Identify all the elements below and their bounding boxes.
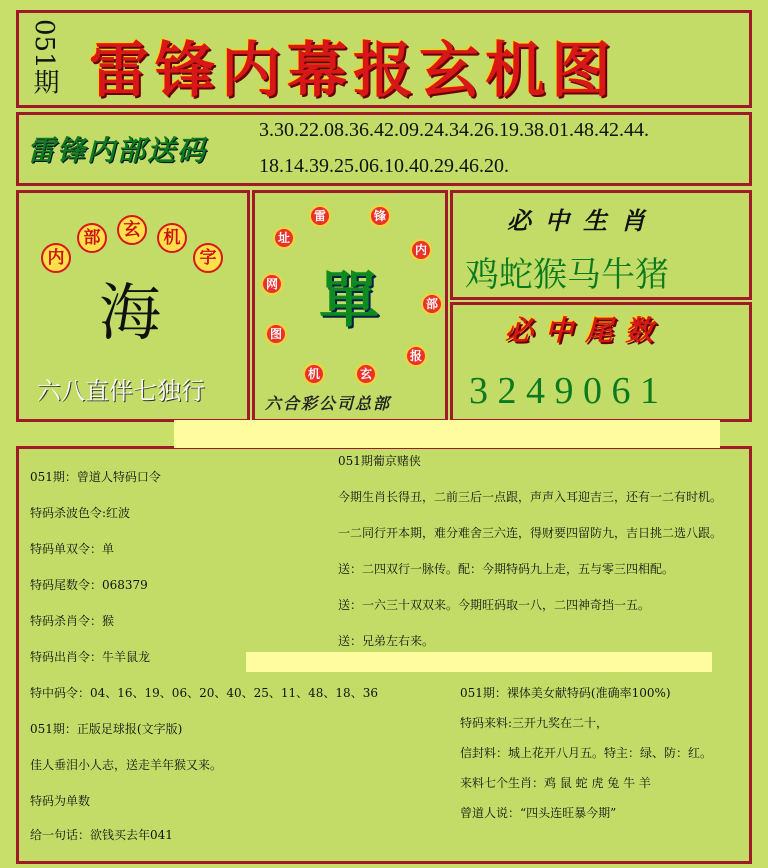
left-item: 佳人垂泪小人志，送走羊年猴又来。	[30, 758, 223, 772]
wheel-panel	[252, 190, 448, 422]
wheel-char: 雷	[313, 209, 326, 223]
right-item: 一二同行开本期，难分难舍三六连，得财要四留防九，吉日挑二选八跟。	[338, 526, 723, 540]
right-item: 送：二四双行一脉传。配：今期特码九上走，五与零三四相配。	[338, 562, 675, 576]
bottom-right-item: 信封料：城上花开八月五。特主：绿、防：红。	[460, 746, 713, 760]
wheel-dot	[355, 363, 377, 385]
wheel-char: 报	[409, 349, 422, 363]
zodiac-label: 必中生肖	[507, 206, 659, 235]
riddle-char: 海	[99, 276, 162, 349]
wheel-char: 内	[414, 243, 427, 257]
wheel-char: 机	[307, 367, 320, 381]
wheel-center-char: 單	[319, 266, 379, 336]
issue-label: 051期	[29, 19, 59, 95]
wheel-dot	[265, 323, 287, 345]
wheel-dot	[405, 345, 427, 367]
riddle-label-char-5: 字	[193, 243, 223, 273]
left-item: 特码杀肖令：猴	[30, 614, 115, 628]
inside-code-label: 雷锋内部送码	[27, 134, 208, 167]
right-item: 051期葡京赌侠	[338, 454, 421, 468]
riddle-panel	[16, 190, 250, 422]
wheel-dot	[421, 293, 443, 315]
wheel-dot	[369, 205, 391, 227]
inside-code-line-2: 18.14.39.25.06.10.40.29.46.20.	[259, 155, 509, 177]
page-title: 雷锋内幕报玄机图	[89, 36, 617, 106]
inside-code-panel	[16, 112, 752, 186]
wheel-char: 锋	[373, 209, 386, 223]
left-item: 特码为单数	[30, 794, 91, 808]
left-item: 特码杀波色令:红波	[30, 506, 131, 520]
wheel-dot	[303, 363, 325, 385]
wheel-footer: 六合彩公司总部	[265, 394, 392, 413]
wheel-char: 部	[425, 297, 438, 311]
wheel-dot	[261, 273, 283, 295]
wheel-dot	[410, 239, 432, 261]
left-item: 给一句话：欲钱买去年041	[30, 828, 173, 842]
wheel-dot	[273, 227, 295, 249]
bottom-right-item: 特码来料:三开九奖在二十，	[460, 716, 609, 730]
left-item: 特中码令：04、16、19、06、20、40、25、11、48、18、36	[30, 686, 378, 700]
tail-label: 必中尾数	[505, 314, 666, 347]
riddle-label-char-1: 内	[41, 243, 71, 273]
wheel-char: 玄	[359, 367, 372, 381]
left-item: 特码尾数令：068379	[30, 578, 148, 592]
wheel-char: 网	[265, 277, 278, 291]
left-item: 特码出肖令：牛羊鼠龙	[30, 650, 151, 664]
bottom-right-item: 051期：裸体美女献特码(准确率100%)	[460, 686, 671, 700]
left-item: 051期：正版足球报(文字版)	[30, 722, 183, 736]
zodiac-value: 鸡蛇猴马牛猪	[465, 255, 669, 295]
riddle-line: 六八直伴七独行	[37, 377, 205, 405]
divider-bar-middle	[246, 652, 712, 672]
right-item: 送：一六三十双双来。今期旺码取一八，二四神奇挡一五。	[338, 598, 651, 612]
inside-code-line-1: 3.30.22.08.36.42.09.24.34.26.19.38.01.48.42.44.	[259, 119, 649, 141]
bottom-right-item: 曾道人说：“四头连旺暴今期”	[460, 806, 617, 820]
right-item: 今期生肖长得丑，二前三后一点跟，声声入耳迎吉三，还有一二有时机。	[338, 490, 723, 504]
header-panel	[16, 10, 752, 108]
wheel-char: 址	[277, 231, 290, 245]
riddle-label-char-2: 部	[77, 223, 107, 253]
bottom-right-item: 来料七个生肖：鸡 鼠 蛇 虎 兔 牛 羊	[460, 776, 651, 790]
divider-bar-top	[174, 420, 720, 448]
wheel-char: 图	[269, 327, 282, 341]
wheel-dot	[309, 205, 331, 227]
left-item: 051期：曾道人特码口令	[30, 470, 161, 484]
tail-panel	[450, 302, 752, 422]
zodiac-panel	[450, 190, 752, 300]
right-item: 送：兄弟左右来。	[338, 634, 435, 648]
riddle-label-char-3: 玄	[117, 215, 147, 245]
left-item: 特码单双令：单	[30, 542, 115, 556]
tail-value: 3 2 4 9 0 6 1	[469, 370, 659, 412]
riddle-label-char-4: 机	[157, 223, 187, 253]
